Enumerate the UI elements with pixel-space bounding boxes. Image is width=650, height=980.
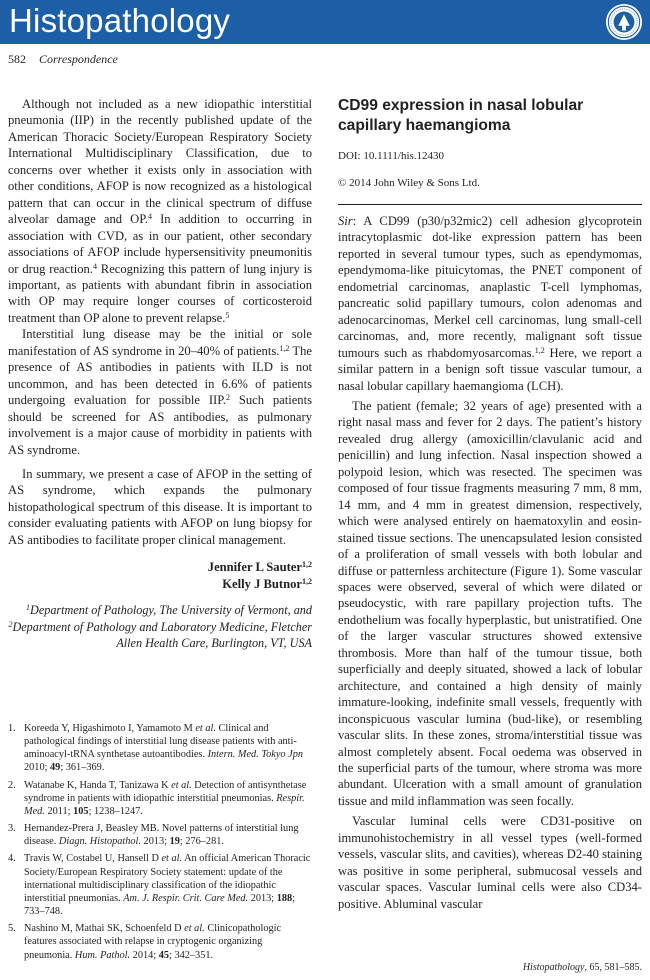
author-list (8, 559, 312, 592)
reference-item: 1. Koreeda Y, Higashimoto I, Yamamoto M et al. Clinical and pathological findings of interstitial lung disease patients with anti-aminoacyl-tRNA synthetase autoantibodies. Intern. Med. Tokyo Jpn 2010; 49; 361–369. (8, 723, 304, 774)
reference-item: 4. Travis W, Costabel U, Hansell D et al. An official American Thoracic Society/European Respiratory Society statement: update of the international multidisciplinary classification of the idiopathic interstitial pneumonias. Am. J. Respir. Crit. Care Med. 2013; 188; 733–748. (8, 853, 311, 918)
journal-banner (0, 0, 650, 44)
affiliation: $^1$Department of Pathology, The University of Vermont, and $^2$Department of Pathology and Laboratory Medicine, Fletcher Allen Health Care, Burlington, VT, USA (8, 603, 312, 651)
section-name: Correspondence (39, 52, 118, 66)
right-column (338, 96, 642, 912)
author: Jennifer L Sauter$^{1,2}$ (207, 560, 312, 575)
left-column (8, 96, 312, 652)
journal-title: Histopathology (9, 2, 231, 39)
author: Kelly J Butnor$^{1,2}$ (222, 576, 312, 591)
paragraph-intro: Sir: A CD99 (p30/p32mic2) cell adhesion glycoprotein intracytoplasmic dot-like expression pattern has been reported in several tumour types, such as ependymomas, ependymoma-like pituicytomas, the PNET component of endometrial carcinomas, anaplastic T-cell lymphomas, pancreatic solid papillary tumours, colon adenomas and adenocarcinomas, Merkel cell carcinomas, lung small-cell carcinomas, and, more recently, malignant soft tissue tumours such as rhabdomyosarcomas.$^{1,2}$ Here, we report a similar pattern in a benign soft tissue vascular tumour, a nasal lobular capillary haemangioma (LCH). (338, 214, 642, 393)
reference-item: 2. Watanabe K, Handa T, Tanizawa K et al. Detection of antisynthetase syndrome in patients with idiopathic interstitial pneumonias. Respir. Med. 2011; 105; 1238–1247. (8, 779, 307, 817)
section-divider (338, 204, 642, 205)
running-head (8, 52, 118, 67)
paragraph-ild: Interstitial lung disease may be the initial or sole manifestation of AS syndrome in 20–40% of patients.$^{1,2}$ The presence of AS antibodies in patients with ILD is not uncommon, and has been detected in 6.6% of patients undergoing evaluation for possible IIP.$^2$ Such patients should be screened for AS antibodies, as pulmonary involvement is a major cause of morbidity in patients with AS syndrome. (8, 327, 313, 457)
reference-list (8, 722, 312, 966)
society-logo-icon (605, 3, 643, 41)
article-title: CD99 expression in nasal lobular capillary haemangioma (338, 97, 584, 134)
page-footer: Histopathology, 65, 581–585. (522, 962, 642, 973)
page-number: 582 (8, 52, 26, 66)
reference-item: 5. Nashino M, Mathai SK, Schoenfeld D et al. Clinicopathologic features associated with relapse in cryptogenic organizing pneumonia. Hum. Pathol. 2014; 45; 342–351. (8, 923, 282, 961)
reference-item: 3. Hernandez-Prera J, Beasley MB. Novel patterns of interstitial lung disease. Diagn. Histopathol. 2013; 19; 276–281. (8, 823, 299, 848)
article-copyright: © 2014 John Wiley & Sons Ltd. (338, 177, 480, 189)
paragraph-afop: Although not included as a new idiopathic interstitial pneumonia (IIP) in the recently published update of the American Thoracic Society/European Respiratory Society International Multidisciplinary Classification, due to concerns over whether it exists only in association with other conditions, AFOP is now recognized as a histological pattern that can occur in the clinical spectrum of diffuse alveolar damage and OP.$^4$ In addition to occurring in association with CVD, as in our patient, other secondary associations of AFOP include hypersensitivity pneumonitis or drug reaction.$^4$ Recognizing this pattern of lung injury is important, as patients with abundant fibrin in association with OP may require longer courses of corticosteroid treatment than OP alone to prevent relapse.$^5$ (8, 97, 313, 325)
article-doi: DOI: 10.1111/his.12430 (338, 150, 445, 162)
paragraph-immuno: Vascular luminal cells were CD31-positive on immunohistochemistry in all vessel types (well-formed vessels, vascular slits, and cavities), whereas D2-40 staining was positive in some peripheral, submucosal vessels and vascular spaces. Vascular luminal cells were also CD34-positive. Abluminal vascular (338, 814, 642, 911)
paragraph-summary: In summary, we present a case of AFOP in the setting of AS syndrome, which expands the pulmonary histopathological spectrum of this disease. It is important to consider evaluating patients with AFOP on lung biopsy for AS antibodies to facilitate proper clinical management. (8, 466, 312, 547)
paragraph-case: The patient (female; 32 years of age) presented with a right nasal mass and fever for 2 days. The patient’s history revealed drug allergy (amoxicillin/clavulanic acid and penicillin) and lung infection. Nasal inspection showed a polypoid lesion, which was resected. The specimen was composed of four tissue fragments measuring 7 mm, 8 mm, 14 mm, and 4 mm in greatest dimension, respectively, which were analysed entirely on haematoxylin and eosin-stained tissue sections. The unencapsulated lesion consisted of a proliferation of small vessels with both lobular and diffuse or patternless architecture (Figure 1). Some vascular spaces were observed, several of which were dilated or pseudocystic, with rare papillary projection tufts. The endothelium was focally hyperplastic, but unistratified. One of the larger vascular structures showed extensive thrombosis. More than half of the tumour tissue, both superficially and deeply situated, showed a lack of lobular architecture, and contained a high density of mainly immature-looking, indefinite small vessels, frequently with inconspicuous vascular lumina (bud-like), or resembling vascular slits. In these zones, stroma/interstitial tissue was almost completely absent. Focal oedema was observed in the superficial parts of the tumour, where stroma was more abundant. Ulceration with a small amount of granulation tissue and mild inflammation was seen focally. (338, 398, 642, 808)
